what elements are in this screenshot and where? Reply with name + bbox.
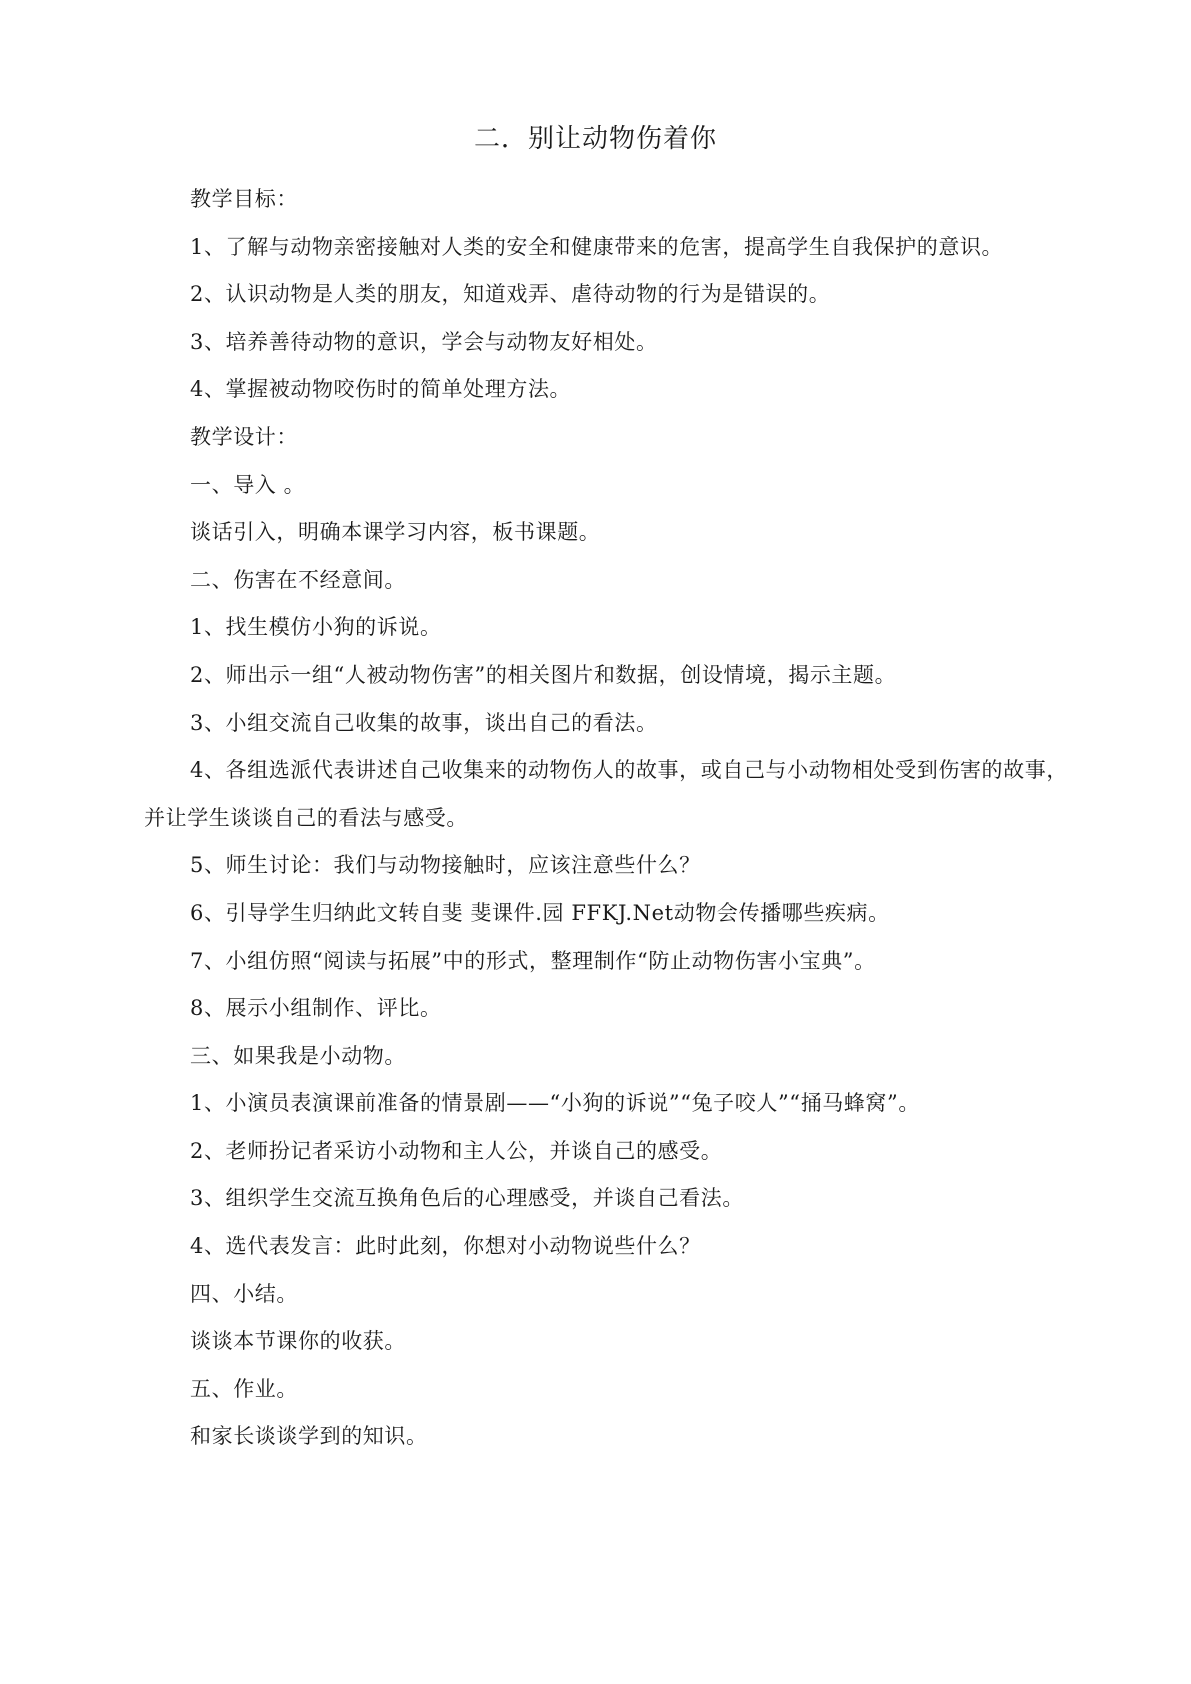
step-heading: 四、小结。 <box>190 1281 298 1306</box>
step-item-wrapped: 4、各组选派代表讲述自己收集来的动物伤人的故事，或自己与小动物相处受到伤害的故事，并让学生谈谈自己的看法与感受。 <box>144 758 1068 830</box>
objective-item: 1、了解与动物亲密接触对人类的安全和健康带来的危害，提高学生自我保护的意识。 <box>190 234 1004 259</box>
step-text: 谈话引入，明确本课学习内容，板书课题。 <box>190 520 601 545</box>
objective-item: 2、认识动物是人类的朋友，知道戏弄、虐待动物的行为是错误的。 <box>190 282 831 307</box>
step-text: 和家长谈谈学到的知识。 <box>190 1424 428 1449</box>
objective-item: 3、培养善待动物的意识，学会与动物友好相处。 <box>190 329 658 354</box>
section-heading-objectives: 教学目标： <box>190 187 298 211</box>
step-heading: 二、伤害在不经意间。 <box>190 567 406 592</box>
step-item: 2、师出示一组“人被动物伤害”的相关图片和数据，创设情境，揭示主题。 <box>190 662 897 687</box>
document-body <box>144 176 1084 1461</box>
step-item: 6、引导学生归纳此文转自斐 斐课件.园 FFKJ.Net动物会传播哪些疾病。 <box>190 900 890 925</box>
step-item: 1、小演员表演课前准备的情景剧——“小狗的诉说”“兔子咬人”“捅马蜂窝”。 <box>190 1091 920 1116</box>
step-item: 1、找生模仿小狗的诉说。 <box>190 615 442 640</box>
objective-item: 4、掌握被动物咬伤时的简单处理方法。 <box>190 377 572 402</box>
step-heading: 一、导入 。 <box>190 472 306 497</box>
step-item: 7、小组仿照“阅读与拓展”中的形式，整理制作“防止动物伤害小宝典”。 <box>190 948 876 973</box>
document-title: 二．别让动物伤着你 <box>473 124 717 154</box>
step-text: 谈谈本节课你的收获。 <box>190 1329 406 1354</box>
step-item: 4、选代表发言：此时此刻，你想对小动物说些什么？ <box>190 1234 701 1259</box>
step-heading: 三、如果我是小动物。 <box>190 1043 406 1068</box>
step-item: 8、展示小组制作、评比。 <box>190 996 442 1021</box>
step-item: 2、老师扮记者采访小动物和主人公，并谈自己的感受。 <box>190 1138 723 1163</box>
section-heading-design: 教学设计： <box>190 424 298 449</box>
step-item: 3、组织学生交流互换角色后的心理感受，并谈自己看法。 <box>190 1186 744 1211</box>
step-heading: 五、作业。 <box>190 1376 298 1401</box>
step-item: 3、小组交流自己收集的故事，谈出自己的看法。 <box>190 710 658 735</box>
step-item: 5、师生讨论：我们与动物接触时，应该注意些什么？ <box>190 853 701 878</box>
